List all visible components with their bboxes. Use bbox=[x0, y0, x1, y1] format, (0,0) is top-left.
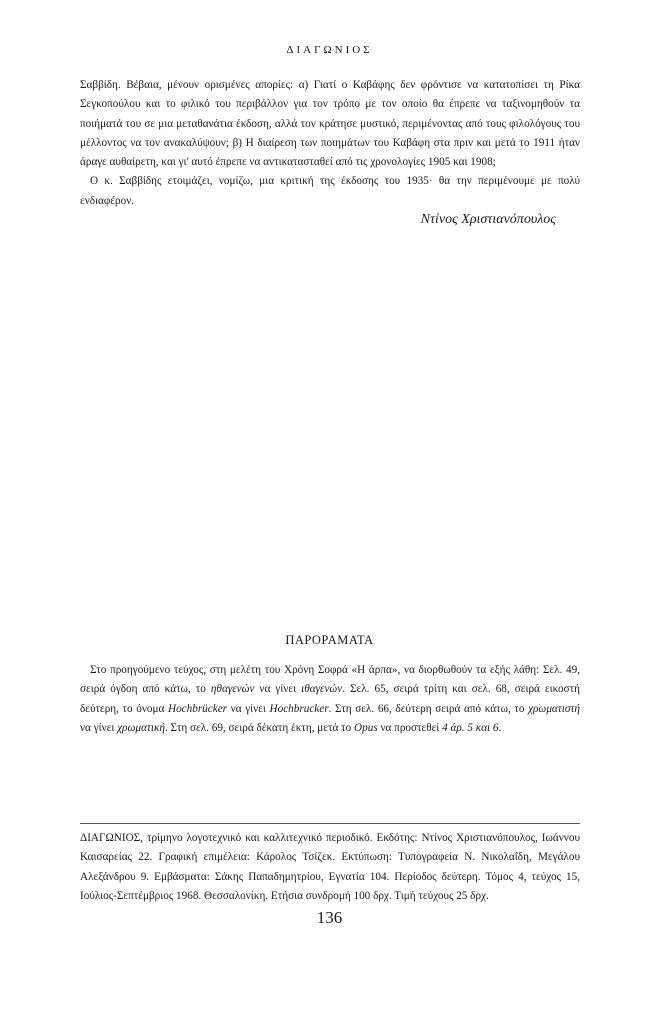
author-signature: Ντίνος Χριστιανόπουλος bbox=[420, 212, 556, 227]
review-conclusion bbox=[80, 76, 580, 211]
colophon-divider bbox=[80, 823, 580, 824]
errata-text-4: να γίνει bbox=[227, 702, 270, 715]
colophon bbox=[80, 829, 580, 906]
page-number: 136 bbox=[316, 908, 343, 927]
errata-section bbox=[80, 661, 580, 738]
errata-italic-8: 4 άρ. 5 και 6 bbox=[442, 721, 499, 734]
errata-text-7: . Στη σελ. 69, σειρά δέκατη έκτη, μετά το bbox=[164, 721, 355, 734]
errata-text-3: . Σελ. 65, σειρά τρίτη και σελ. 68, σειρά εικοστή δεύτερη, το όνομα bbox=[80, 683, 581, 715]
errata-paragraph bbox=[80, 661, 580, 738]
review-paragraph-2: Ο κ. Σαββίδης ετοιμάζει, νομίζω, μια κριτική της έκδοσης του 1935· θα την περιμένουμε με πολύ ενδιαφέρον. bbox=[80, 175, 580, 207]
errata-italic-6: χρωματική bbox=[117, 721, 165, 734]
errata-text-5: . Στη σελ. 66, δεύτερη σειρά από κάτω, το bbox=[328, 702, 529, 715]
errata-italic-4: Hochbrucker bbox=[269, 702, 329, 715]
colophon-text: ΔΙΑΓΩΝΙΟΣ, τρίμηνο λογοτεχνικό και καλλιτεχνικό περιοδικό. Εκδότης: Ντίνος Χριστιανόπουλος, Ιωάννου Καισαρείας 22. Γραφική επιμέλεια: Κάρολος Τσίζεκ. Εκτύπωση: Τυπογραφεία Ν. Νικολαΐδη, Μεγάλου Αλεξάνδρου 9. Εμβάσματα: Σάκης Παπαδημητρίου, Εγνατία 104. Περίοδος δεύτερη. Τόμος 4, τεύχος 15, Ιούλιος-Σεπτέμβριος 1968. Θεσσαλονίκη. Ετήσια συνδρομή 100 δρχ. Τιμή τεύχους 25 δρχ. bbox=[80, 832, 580, 902]
review-paragraph-1: Σαββίδη. Βέβαια, μένουν ορισμένες απορίες: α) Γιατί ο Καβάφης δεν φρόντισε να κατατοπίσει τη Ρίκα Σεγκοπούλου και το φιλικό του περιβάλλον για τον τρόπο με τον οποίο θα έπρεπε να ταξινομηθούν τα ποιήματά του σε μια μεταθανάτια έκδοση, αλλά τον κράτησε μυστικό, περιμένοντας από τους φιλολόγους του μέλλοντος να τον ανακαλύψουν; β) Η διαίρεση των ποιημάτων του Καβάφη στα πριν και μετά το 1911 ήταν άραγε αυθαίρετη, και γι' αυτό έπρεπε να αντικατασταθεί από τις χρονολογίες 1905 και 1908; bbox=[80, 79, 580, 169]
errata-text-8: να προστεθεί bbox=[377, 721, 443, 734]
errata-italic-3: Hochbrücker bbox=[168, 702, 228, 715]
running-head: ΔΙΑΓΩΝΙΟΣ bbox=[286, 44, 373, 56]
errata-italic-2: ιθαγενών bbox=[301, 683, 343, 696]
errata-italic-5: χρωματιστή bbox=[528, 702, 580, 715]
errata-text-9: . bbox=[498, 721, 502, 734]
errata-title: ΠΑΡΟΡΑΜΑΤΑ bbox=[285, 633, 374, 647]
errata-text-6: να γίνει bbox=[80, 721, 118, 734]
errata-text-1: Στο προηγούμενο τεύχος, στη μελέτη του Χρόνη Σοφρά «Η άρπα», να διορθωθούν τα εξής λάθη: Σελ. 49, σειρά όγδοη από κάτω, το bbox=[80, 664, 580, 696]
errata-text-2: να γίνει bbox=[254, 683, 302, 696]
errata-italic-1: ηθαγενών bbox=[210, 683, 255, 696]
errata-italic-7: Opus bbox=[354, 721, 378, 734]
